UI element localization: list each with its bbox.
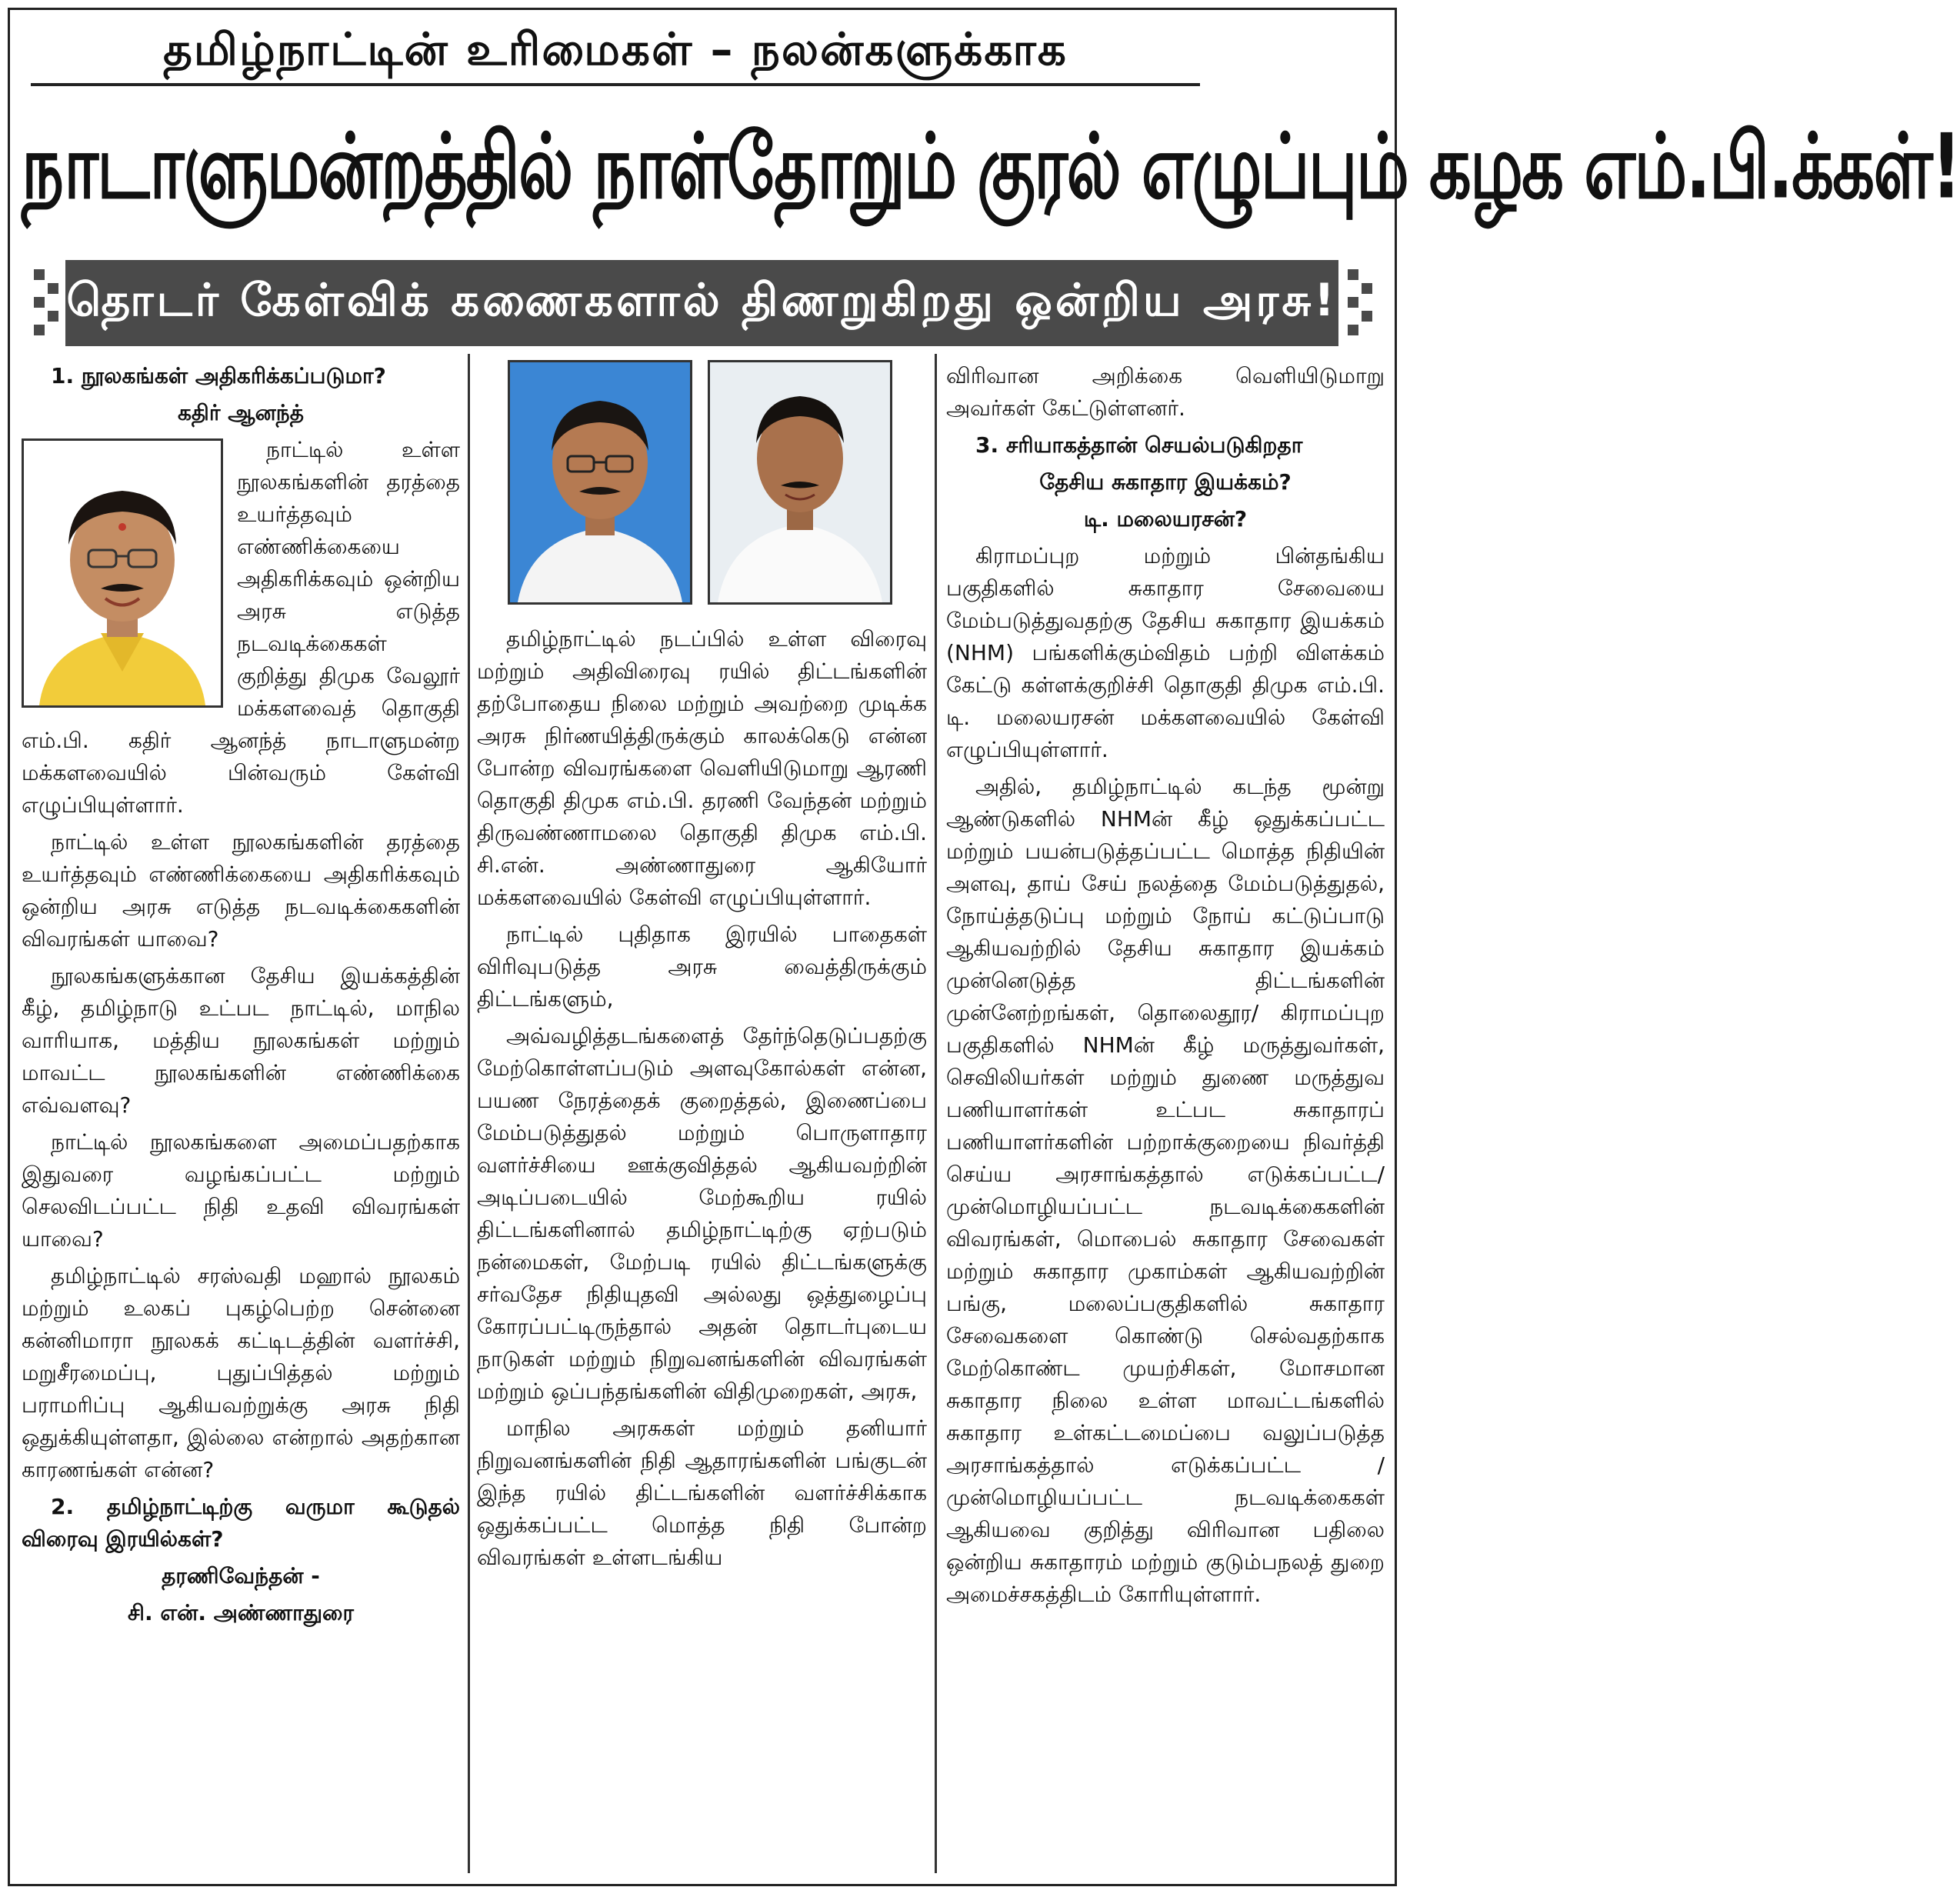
question-2-mp-name-1: தரணிவேந்தன் - <box>162 1563 320 1589</box>
mp-photo-dharani-vendhan <box>508 360 692 605</box>
paragraph: நாட்டில் புதிதாக இரயில் பாதைகள் விரிவுபடுத்த அரசு வைத்திருக்கும் திட்டங்களும், <box>477 922 927 1012</box>
portrait-image <box>510 362 690 602</box>
mp-photo-kathir-anand <box>22 438 223 708</box>
question-3-heading: 3. சரியாகத்தான் செயல்படுகிறதா <box>975 432 1303 458</box>
subheadline-band <box>65 260 1338 346</box>
paragraph: நூலகங்களுக்கான தேசிய இயக்கத்தின் கீழ், தமிழ்நாடு உட்பட நாட்டில், மாநில வாரியாக, மத்திய நூலகங்கள் மற்றும் மாவட்ட நூலகங்களின் எண்ணிக்கை எவ்வளவு? <box>22 963 460 1118</box>
column-divider <box>468 354 470 1873</box>
paragraph: நாட்டில் உள்ள நூலகங்களின் தரத்தை உயர்த்தவும் எண்ணிக்கையை அதிகரிக்கவும் ஒன்றிய அரசு எடுத்த நடவடிக்கைகளின் விவரங்கள் யாவை? <box>22 829 460 952</box>
paragraph: கிராமப்புற மற்றும் பின்தங்கிய பகுதிகளில் சுகாதார சேவையை மேம்படுத்துவதற்கு தேசிய சுகாதார இயக்கம் (NHM) பங்களிக்கும்விதம் பற்றி விளக்கம் கேட்டு கள்ளக்குறிச்சி தொகுதி திமுக எம்.பி. டி. மலையரசன் மக்களவையில் கேள்வி எழுப்பியுள்ளார். <box>946 543 1385 762</box>
subheadline: தொடர் கேள்விக் கணைகளால் திணறுகிறது ஒன்றிய அரசு! <box>66 274 1338 326</box>
band-ornament-left <box>31 269 62 338</box>
paragraph: விரிவான அறிக்கை வெளியிடுமாறு அவர்கள் கேட்டுள்ளனர். <box>946 363 1385 421</box>
article-column-2 <box>477 360 927 1579</box>
paragraph: தமிழ்நாட்டில் நடப்பில் உள்ள விரைவு மற்றும் அதிவிரைவு ரயில் திட்டங்களின் தற்போதைய நிலை மற்றும் அவற்றை முடிக்க அரசு நிர்ணயித்திருக்கும் காலக்கெடு என்ன போன்ற விவரங்களை வெளியிடுமாறு ஆரணி தொகுதி திமுக எம்.பி. தரணி வேந்தன் மற்றும் திருவண்ணாமலை தொகுதி திமுக எம்.பி. சி.என். அண்ணாதுரை ஆகியோர் மக்களவையில் கேள்வி எழுப்பியுள்ளார். <box>477 626 927 910</box>
question-3-heading-cont: தேசிய சுகாதார இயக்கம்? <box>1039 469 1292 495</box>
portrait-image <box>710 362 890 602</box>
paragraph: நாட்டில் உள்ள நூலகங்களின் தரத்தை உயர்த்தவும் எண்ணிக்கையை அதிகரிக்கவும் ஒன்றிய அரசு எடுத்த நடவடிக்கைகள் குறித்து திமுக வேலூர் மக்களவைத் தொகுதி எம்.பி. கதிர் ஆனந்த் நாடாளுமன்ற மக்களவையில் பின்வரும் கேள்வி எழுப்பியுள்ளார். <box>22 437 460 818</box>
paragraph: நாட்டில் நூலகங்களை அமைப்பதற்காக இதுவரை வழங்கப்பட்ட மற்றும் செலவிடப்பட்ட நிதி உதவி விவரங்கள் யாவை? <box>22 1129 460 1252</box>
band-ornament-right <box>1345 269 1375 338</box>
paragraph: தமிழ்நாட்டில் சரஸ்வதி மஹால் நூலகம் மற்றும் உலகப் புகழ்பெற்ற சென்னை கன்னிமாரா நூலகக் கட்டிடத்தின் வளர்ச்சி, மறுசீரமைப்பு, புதுப்பித்தல் மற்றும் பராமரிப்பு ஆகியவற்றுக்கு அரசு நிதி ஒதுக்கியுள்ளதா, இல்லை என்றால் அதற்கான காரணங்கள் என்ன? <box>22 1263 460 1482</box>
kicker-underline <box>31 83 1200 86</box>
question-2-heading: 2. தமிழ்நாட்டிற்கு வருமா கூடுதல் விரைவு இரயில்கள்? <box>22 1494 460 1552</box>
paragraph: அதில், தமிழ்நாட்டில் கடந்த மூன்று ஆண்டுகளில் NHMன் கீழ் ஒதுக்கப்பட்ட மற்றும் பயன்படுத்தப்பட்ட மொத்த நிதியின் அளவு, தாய் சேய் நலத்தை மேம்படுத்துதல், நோய்த்தடுப்பு மற்றும் நோய் கட்டுப்பாடு ஆகியவற்றில் தேசிய சுகாதார இயக்கம் முன்னெடுத்த திட்டங்களின் முன்னேற்றங்கள், தொலைதூர/ கிராமப்புற பகுதிகளில் NHMன் கீழ் மருத்துவர்கள், செவிலியர்கள் மற்றும் துணை மருத்துவ பணியாளர்கள் உட்பட சுகாதாரப் பணியாளர்களின் பற்றாக்குறையை நிவர்த்தி செய்ய அரசாங்கத்தால் எடுக்கப்பட்ட/முன்மொழியப்பட்ட நடவடிக்கைகளின் விவரங்கள், மொபைல் சுகாதார சேவைகள் மற்றும் சுகாதார முகாம்கள் ஆகியவற்றின் பங்கு, மலைப்பகுதிகளில் சுகாதார சேவைகளை கொண்டு செல்வதற்காக மேற்கொண்ட முயற்சிகள், மோசமான சுகாதார நிலை உள்ள மாவட்டங்களில் சுகாதார உள்கட்டமைப்பை வலுப்படுத்த அரசாங்கத்தால் எடுக்கப்பட்ட / முன்மொழியப்பட்ட நடவடிக்கைகள் ஆகியவை குறித்து விரிவான பதிலை ஒன்றிய சுகாதாரம் மற்றும் குடும்பநலத் துறை அமைச்சகத்திடம் கோரியுள்ளார். <box>946 774 1385 1607</box>
portrait-image <box>24 441 221 705</box>
kicker-title: தமிழ்நாட்டின் உரிமைகள் – நலன்களுக்காக <box>163 23 1068 75</box>
column-divider <box>935 354 937 1873</box>
photo-row <box>477 360 927 614</box>
headline: நாடாளுமன்றத்தில் நாள்தோறும் குரல் எழுப்பும் கழக எம்.பி.க்கள்! <box>22 115 1960 219</box>
paragraph: அவ்வழித்தடங்களைத் தேர்ந்தெடுப்பதற்கு மேற்கொள்ளப்படும் அளவுகோல்கள் என்ன, பயண நேரத்தைக் குறைத்தல், இணைப்பை மேம்படுத்துதல் மற்றும் பொருளாதார வளர்ச்சியை ஊக்குவித்தல் ஆகியவற்றின் அடிப்படையில் மேற்கூறிய ரயில் திட்டங்களினால் தமிழ்நாட்டிற்கு ஏற்படும் நன்மைகள், மேற்படி ரயில் திட்டங்களுக்கு சர்வதேச நிதியுதவி அல்லது ஒத்துழைப்பு கோரப்பட்டிருந்தால் அதன் தொடர்புடைய நாடுகள் மற்றும் நிறுவனங்களின் விவரங்கள் மற்றும் ஒப்பந்தங்களின் விதிமுறைகள், அரசு, <box>477 1023 927 1404</box>
article-column-3 <box>946 360 1385 1615</box>
question-3-mp-name: டி. மலையரசன்? <box>1083 506 1248 532</box>
article-column-1 <box>22 360 460 1634</box>
paragraph: மாநில அரசுகள் மற்றும் தனியார் நிறுவனங்களின் நிதி ஆதாரங்களின் பங்குடன் இந்த ரயில் திட்டங்களின் வளர்ச்சிக்காக ஒதுக்கப்பட்ட மொத்த நிதி போன்ற விவரங்கள் உள்ளடங்கிய <box>477 1415 927 1570</box>
question-2-mp-name-2: சி. என். அண்ணாதுரை <box>128 1600 354 1625</box>
mp-photo-annadurai <box>708 360 892 605</box>
question-1-heading: 1. நூலகங்கள் அதிகரிக்கப்படுமா? <box>51 363 386 388</box>
question-1-mp-name: கதிர் ஆனந்த் <box>178 400 304 425</box>
